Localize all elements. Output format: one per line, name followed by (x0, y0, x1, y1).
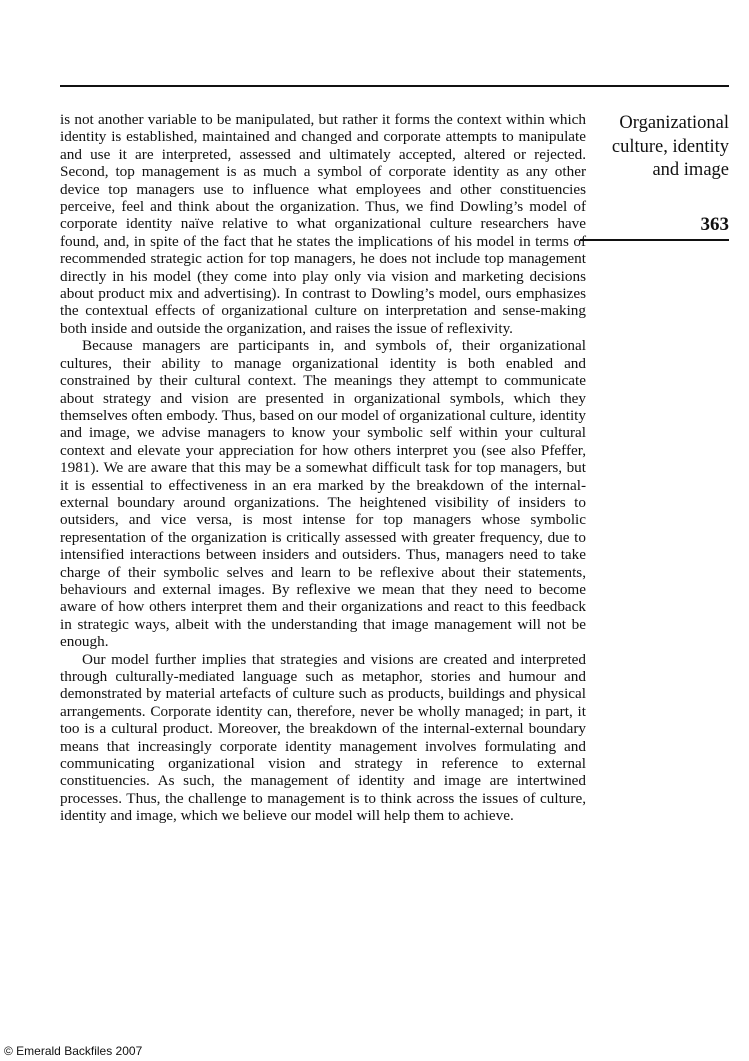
running-title-line: Organizational (619, 113, 729, 133)
page-number-rule (580, 239, 729, 241)
running-title-line: culture, identity (611, 136, 729, 157)
body-text (60, 111, 586, 825)
running-title-line: and image (652, 160, 729, 180)
header-rule (60, 85, 729, 87)
page-number: 363 (700, 214, 729, 235)
paragraph: Because managers are participants in, and symbols of, their organizational cultures, their ability to manage organizational identity is both enabled and constrained by their cultural context. The meanings they attempt to communicate about strategy and vision are presented in organizational symbols, which they themselves often embody. Thus, based on our model of organizational culture, identity and image, we advise managers to know your symbolic self within your cultural context and elevate your appreciation for how others interpret you (see also Pfeffer, 1981). We are aware that this may be a somewhat difficult task for top managers, but it is essential to effectiveness in an era marked by the breakdown of the internal-external boundary around organizations. The heightened visibility of insiders to outsiders, and vice versa, is most intense for top managers whose symbolic representation of the organization is critically assessed with greater frequency, due to intensified interactions between insiders and outsiders. Thus, managers need to take charge of their symbolic selves and learn to be reflexive about their statements, behaviours and external images. By reflexive we mean that they need to become aware of how others interpret them and their organizations and react to this feedback in strategic ways, albeit with the understanding that image management will not be enough. (60, 337, 586, 651)
copyright-footer: © Emerald Backfiles 2007 (4, 1044, 143, 1058)
running-title (596, 112, 729, 183)
paragraph: is not another variable to be manipulated, but rather it forms the context within which identity is established, maintained and changed and corporate attempts to manipulate and use it are interpreted, assessed and ultimately accepted, altered or rejected. Second, top management is as much a symbol of corporate identity as any other device top managers use to influence what employees and other constituencies perceive, feel and think about the organization. Thus, we find Dowling’s model of corporate identity naïve relative to what organizational culture researchers have found, and, in spite of the fact that he states the implications of his model in terms of recommended strategic action for top managers, he does not include top management directly in his model (they come into play only via vision and marketing decisions about product mix and advertising). In contrast to Dowling’s model, ours emphasizes the contextual effects of organizational culture on interpretation and sense-making both inside and outside the organization, and raises the issue of reflexivity. (60, 111, 586, 337)
paragraph: Our model further implies that strategies and visions are created and interpreted through culturally-mediated language such as metaphor, stories and humour and demonstrated by material artefacts of culture such as products, buildings and physical arrangements. Corporate identity can, therefore, never be wholly managed; in part, it too is a cultural product. Moreover, the breakdown of the internal-external boundary means that increasingly corporate identity management involves formulating and communicating organizational vision and strategy in reference to external constituencies. As such, the management of identity and image are intertwined processes. Thus, the challenge to management is to think across the issues of culture, identity and image, which we believe our model will help them to achieve. (60, 650, 586, 825)
